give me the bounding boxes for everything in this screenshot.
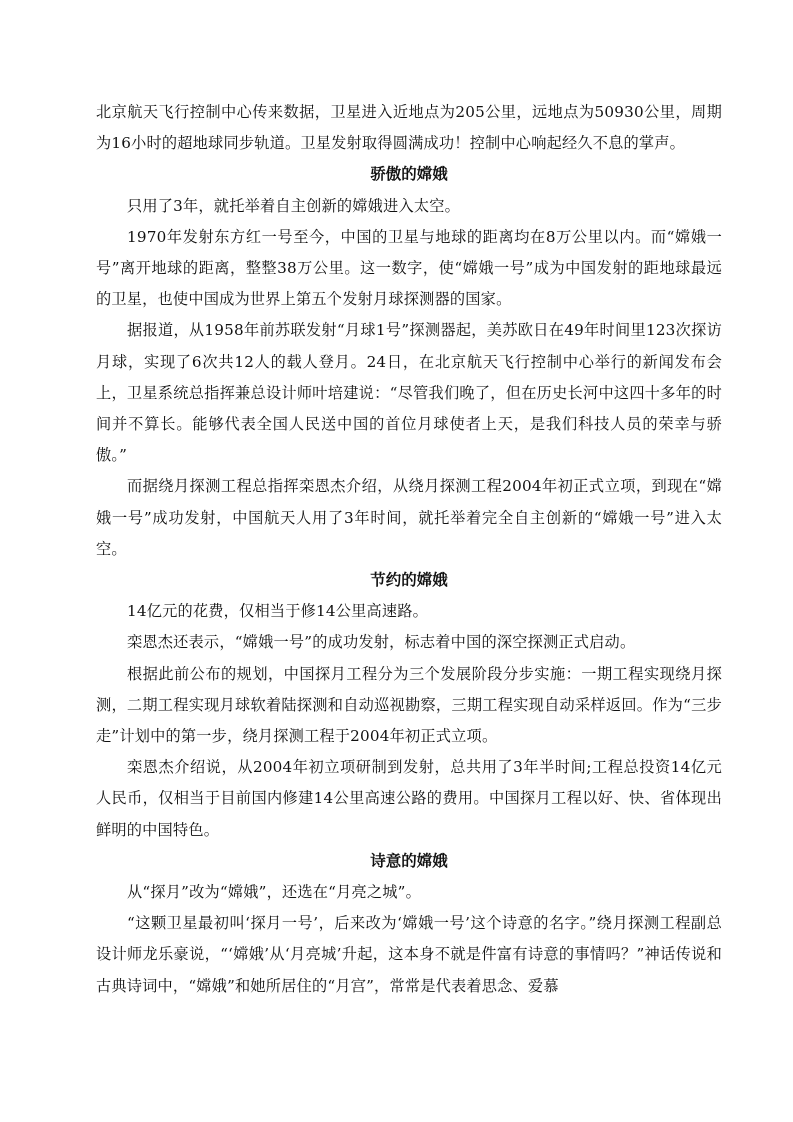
paragraph: 栾恩杰还表示，“嫦娥一号”的成功发射，标志着中国的深空探测正式启动。 xyxy=(127,633,636,652)
paragraph: “这颗卫星最初叫‘探月一号’，后来改为‘嫦娥一号’这个诗意的名字。”绕月探测工程副总设计师龙乐豪说，“‘嫦娥’从‘月亮城’升起，这本身不就是件富有诗意的事情吗？”神话传说和古典诗词中，“嫦娥”和她所居住的“月宫”，常常是代表着思念、爱慕 xyxy=(96,914,722,995)
document-body xyxy=(96,97,722,1002)
paragraph: 1970年发射东方红一号至今，中国的卫星与地球的距离均在8万公里以内。而“嫦娥一号”离开地球的距离，整整38万公里。这一数字，使“嫦娥一号”成为中国发射的距地球最远的卫星，也使中国成为世界上第五个发射月球探测器的国家。 xyxy=(96,227,722,309)
section-heading-frugal: 节约的嫦娥 xyxy=(370,571,448,590)
paragraph: 据报道，从1958年前苏联发射“月球1号”探测器起，美苏欧日在49年时间里123次探访月球，实现了6次共12人的载人登月。24日，在北京航天飞行控制中心举行的新闻发布会上，卫星系统总指挥兼总设计师叶培建说：“尽管我们晚了，但在历史长河中这四十多年的时间并不算长。能够代表全国人民送中国的首位月球使者上天，是我们科技人员的荣幸与骄傲。” xyxy=(96,321,722,465)
paragraph: 14亿元的花费，仅相当于修14公里高速路。 xyxy=(127,602,429,621)
section-heading-poetic: 诗意的嫦娥 xyxy=(370,851,448,870)
paragraph: 栾恩杰介绍说，从2004年初立项研制到发射，总共用了3年半时间;工程总投资14亿元人民币，仅相当于目前国内修建14公里高速公路的费用。中国探月工程以好、快、省体现出鲜明的中国特色。 xyxy=(96,758,722,839)
paragraph: 只用了3年，就托举着自主创新的嫦娥进入太空。 xyxy=(127,196,461,215)
paragraph: 而据绕月探测工程总指挥栾恩杰介绍，从绕月探测工程2004年初正式立项，到现在“嫦娥一号”成功发射，中国航天人用了3年时间，就托举着完全自主创新的“嫦娥一号”进入太空。 xyxy=(96,477,722,558)
paragraph: 从“探月”改为“嫦娥”，还选在“月亮之城”。 xyxy=(127,883,421,902)
opening-paragraph: 北京航天飞行控制中心传来数据，卫星进入近地点为205公里，远地点为50930公里，周期为16小时的超地球同步轨道。卫星发射取得圆满成功！控制中心响起经久不息的掌声。 xyxy=(96,103,722,153)
section-heading-proud: 骄傲的嫦娥 xyxy=(370,165,448,184)
paragraph: 根据此前公布的规划，中国探月工程分为三个发展阶段分步实施：一期工程实现绕月探测，二期工程实现月球软着陆探测和自动巡视勘察，三期工程实现自动采样返回。作为“三步走”计划中的第一步，绕月探测工程于2004年初正式立项。 xyxy=(96,664,722,746)
